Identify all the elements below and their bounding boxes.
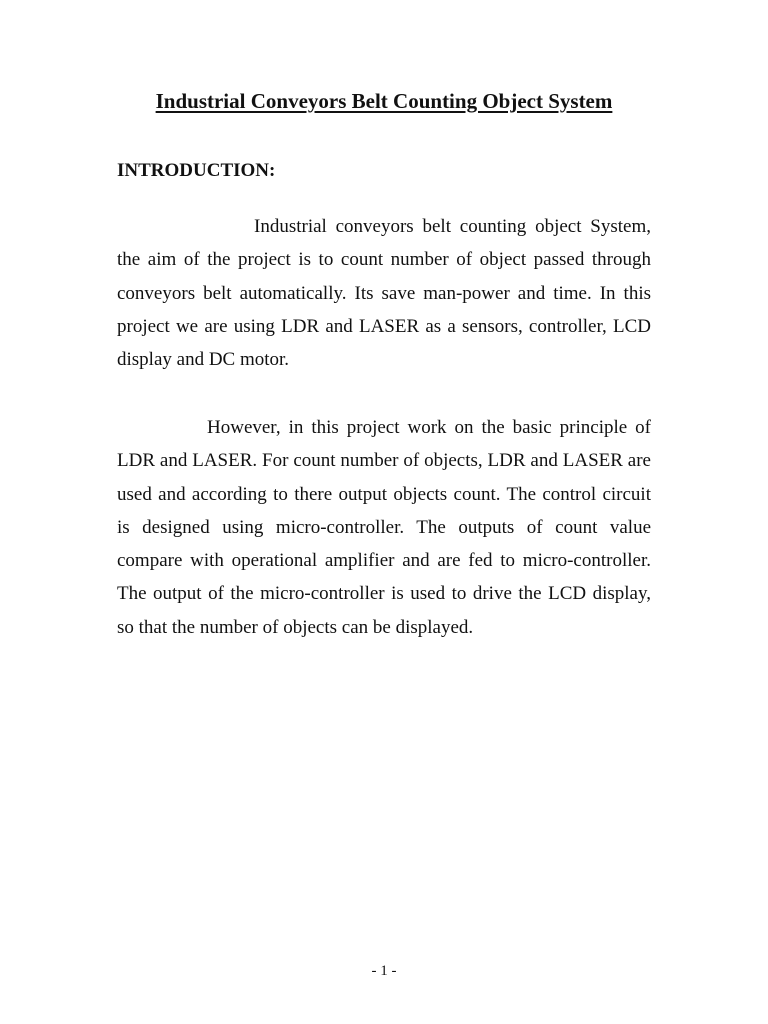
intro-paragraph-2: [117, 411, 651, 644]
intro-paragraph-1-text: Industrial conveyors belt counting object System, the aim of the project is to count number of object passed through conveyors belt automatically. Its save man-power and time. In this project we are using LDR and LASER as a sensors, controller, LCD display and DC motor.: [117, 216, 651, 371]
intro-paragraph-1: [117, 210, 651, 376]
document-title: Industrial Conveyors Belt Counting Object System: [155, 89, 613, 113]
intro-paragraph-2-text: However, in this project work on the basic principle of LDR and LASER. For count number of objects, LDR and LASER are used and according to there output objects count. The control circuit is designed using micro-controller. The outputs of count value compare with operational amplifier and are fed to micro-controller. The output of the micro-controller is used to drive the LCD display, so that the number of objects can be displayed.: [117, 417, 651, 638]
page-number: - 1 -: [371, 963, 397, 979]
section-heading: INTRODUCTION:: [117, 160, 276, 181]
